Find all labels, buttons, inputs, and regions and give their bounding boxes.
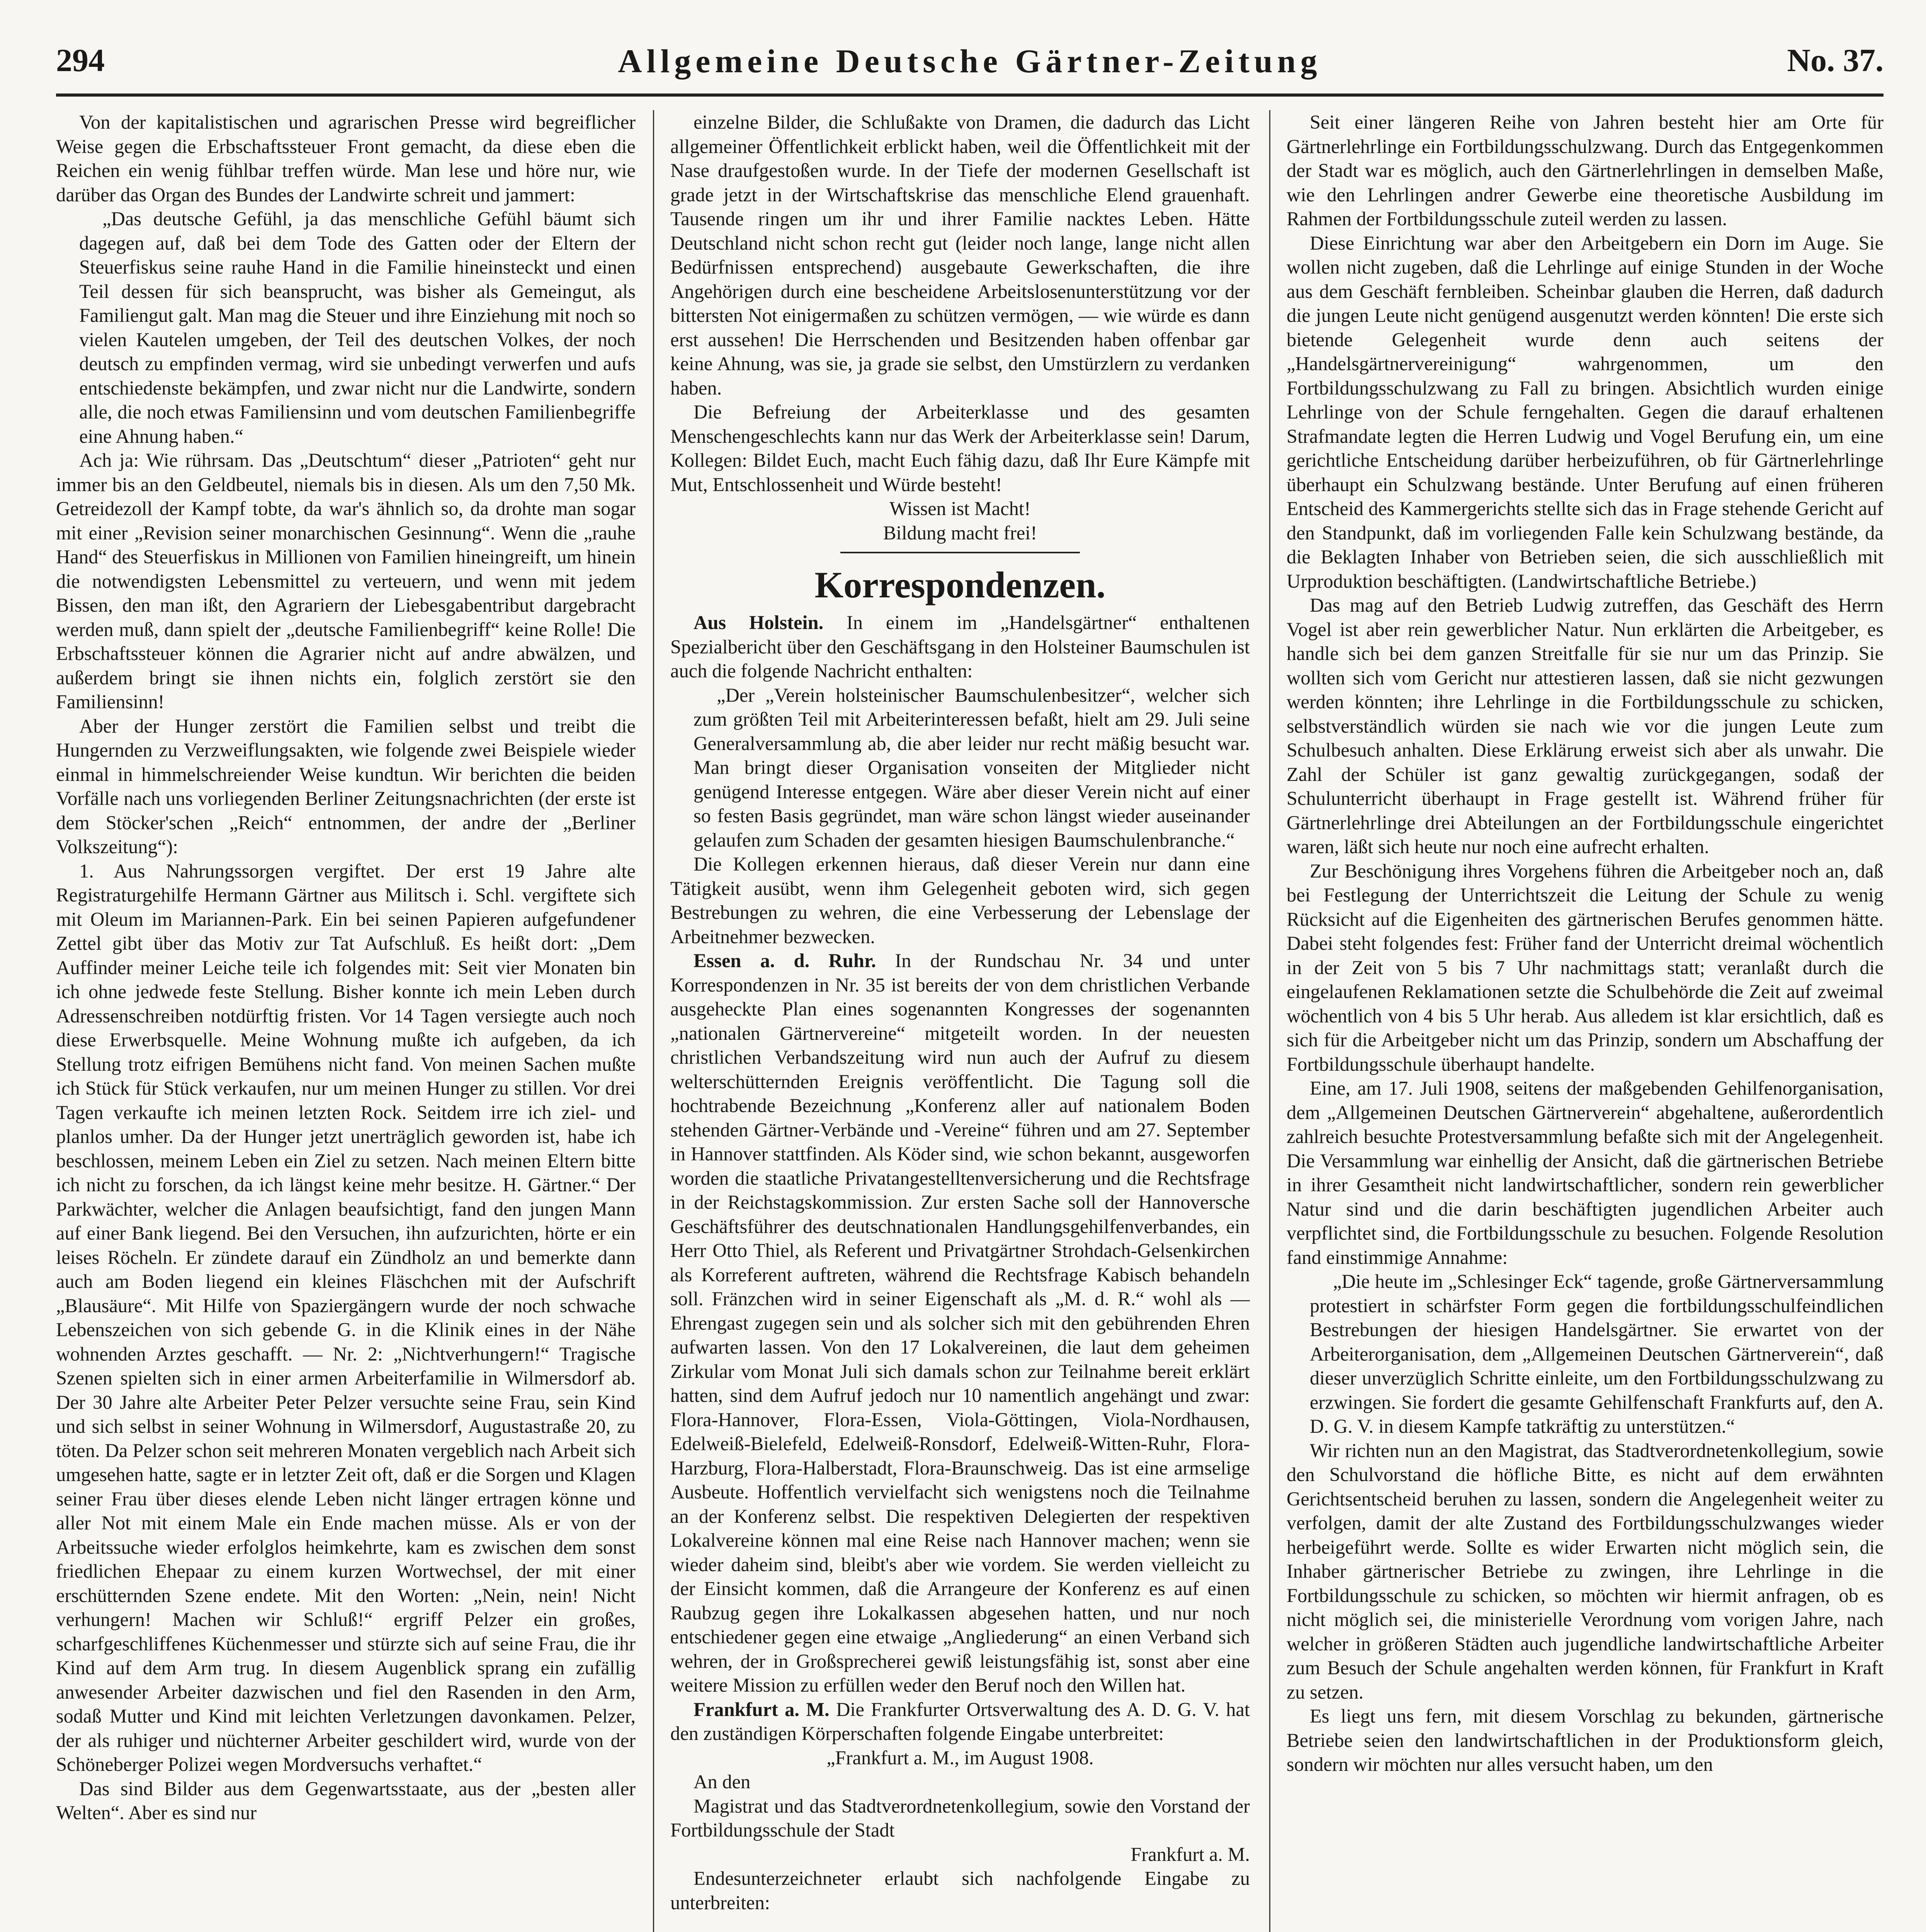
paragraph: Wir richten nun an den Magistrat, das Stadtverordnetenkollegium, sowie den Schulvorstand die höfliche Bitte, es nicht auf dem erwähnten Gerichtsentscheid beruhen zu lassen, sondern die Angelegenheit weiter zu verfolgen, damit der alte Zustand des Fortbildungsschulzwanges wieder herbeigeführt werde. Sollte es wider Erwarten nicht möglich sein, die Inhaber gärtnerischer Betriebe zu zwingen, ihre Lehrlinge in die Fortbildungsschule zu schicken, so möchten wir hiermit anfragen, ob es nicht möglich sei, die ministerielle Verordnung vom vorigen Jahre, nach welcher in größeren Städten auch jugendliche landwirtschaftliche Arbeiter zum Besuch der Schule angehalten werden können, für Frankfurt in Kraft zu setzen. <box>1287 1439 1884 1703</box>
paragraph: Eine, am 17. Juli 1908, seitens der maßgebenden Gehilfenorganisation, dem „Allgemeinen Deutschen Gärtnerverein“ abgehaltene, außerordentlich zahlreich besuchte Protestversammlung befaßte sich mit der Angelegenheit. Die Versammlung war einhellig der Ansicht, daß die gärtnerischen Betriebe in ihrer Gesamtheit nicht landwirtschaftlicher, sondern rein gewerblicher Natur sind und die darin beschäftigten jugendlichen Arbeiter auch verpflichtet sind, die Fortbildungsschule zu besuchen. Folgende Resolution fand einstimmige Annahme: <box>1287 1077 1884 1268</box>
paragraph: Aber der Hunger zerstört die Familien selbst und treibt die Hungernden zu Verzweiflungsakten, wie folgende zwei Beispiele wieder einmal in himmelschreiender Weise kundtun. Wir berichten die beiden Vorfälle nach uns vorliegenden Berliner Zeitungsnachrichten (der erste ist dem Stöcker'schen „Reich“ entnommen, der andre der „Berliner Volkszeitung“): <box>56 715 636 857</box>
paragraph-text: Die Frankfurter Ortsverwaltung des A. D. G. V. hat den zuständigen Körperschaften folgende Eingabe unterbreitet: <box>670 1698 1250 1744</box>
paragraph: Das mag auf den Betrieb Ludwig zutreffen, das Geschäft des Herrn Vogel ist aber rein gewerblicher Natur. Nun erklärten die Arbeitgeber, es handle sich bei dem ganzen Streitfalle für sie nur um das Prinzip. Sie wollten sich vom Gericht nur attestieren lassen, daß sie nicht gezwungen werden könnten; ihre Lehrlinge in die Fortbildungsschule zu schicken, selbstverständlich würden sie nach wie vor die jungen Leute zum Schulbesuch anhalten. Diese Erklärung erweist sich aber als unwahr. Die Zahl der Schüler ist ganz gewaltig zurückgegangen, sodaß der Schulunterricht überhaupt in Frage gestellt ist. Während früher für Gärtnerlehrlinge drei Abteilungen an der Fortbildungsschule eingerichtet waren, läßt sich heute nur noch eine aufrecht erhalten. <box>1287 594 1884 857</box>
paragraph: Seit einer längeren Reihe von Jahren besteht hier am Orte für Gärtnerlehrlinge ein Fortbildungsschulzwang. Durch das Entgegenkommen der Stadt war es möglich, auch den Gärtnerlehrlingen in demselben Maße, wie den Lehrlingen andrer Gewerbe eine theoretische Ausbildung im Rahmen der Fortbildungsschule zuteil werden zu lassen. <box>1287 111 1884 230</box>
paragraph: Von der kapitalistischen und agrarischen Presse wird begreiflicher Weise gegen die Erbschaftssteuer Front gemacht, da diese eben die Reichen ein wenig fühlbar treffen würde. Man lese und höre nur, wie darüber das Organ des Bundes der Landwirte schreit und jammert: <box>56 111 636 206</box>
correspondence-frankfurt <box>670 1697 1250 1746</box>
paragraph: 1. Aus Nahrungssorgen vergiftet. Der erst 19 Jahre alte Registraturgehilfe Hermann Gärtner aus Militsch i. Schl. vergiftete sich mit Oleum im Mariannen-Park. Ein bei seinen Papieren aufgefundener Zettel gibt über das Motiv zur Tat Aufschluß. Es heißt dort: „Dem Auffinder meiner Leiche teile ich folgendes mit: Seit vier Monaten bin ich ohne jedwede feste Stellung. Bisher konnte ich mein Leben durch Adressenschreiben notdürftig fristen. Vor 14 Tagen versiegte auch noch diese Erwerbsquelle. Meine Wohnung mußte ich aufgeben, da ich Stellung trotz eifrigen Bemühens nicht fand. Von meinen Sachen mußte ich Stück für Stück verkaufen, nur um meinen Hunger zu stillen. Vor drei Tagen verkaufte ich meinen letzten Rock. Seitdem irre ich ziel- und planlos umher. Da der Hunger jetzt unerträglich geworden ist, habe ich beschlossen, meinem Leben ein Ziel zu setzen. Nach meinen Eltern bitte ich nicht zu forschen, da ich längst keine mehr besitze. H. Gärtner.“ Der Parkwächter, welcher die Anlagen beaufsichtigt, fand den jungen Mann auf einer Bank liegend. Bei den Versuchen, ihn aufzurichten, hörte er ein leises Röcheln. Er zündete darauf ein Zündholz an und bemerkte dann auch am Boden liegend ein kleines Fläschchen mit der Aufschrift „Blausäure“. Mit Hilfe von Spaziergängern wurde der noch schwache Lebenszeichen von sich gebende G. in die Klinik eines in der Nähe wohnenden Arztes geschafft. — Nr. 2: „Nichtverhungern!“ Tragische Szenen spielten sich in einer armen Arbeiterfamilie in Wilmersdorf ab. Der 30 Jahre alte Arbeiter Peter Pelzer versuchte seine Frau, sein Kind und sich selbst in seiner Wohnung in Wilmersdorf, Augustastraße 20, zu töten. Da Pelzer schon seit mehreren Monaten vergeblich nach Arbeit sich umgesehen hatte, sagte er in letzter Zeit oft, daß er die Sorgen und Klagen seiner Frau über dieses elende Leben nicht länger ertragen könne und aller Not mit einem Male ein Ende machen müsse. Als er von der Arbeitssuche wieder erfolglos heimkehrte, kam es zwischen dem sonst friedlichen Ehepaar zu einem kurzen Wortwechsel, der mit einer erschütternden Szene endete. Mit den Worten: „Nein, nein! Nicht verhungern! Machen wir Schluß!“ ergriff Pelzer ein großes, scharfgeschliffenes Küchenmesser und stürzte sich auf seine Frau, die ihr Kind auf dem Arm trug. In diesem Augenblick sprang ein zufällig anwesender Arbeiter dazwischen und fiel den Rasenden in den Arm, sodaß Mutter und Kind mit leichten Verletzungen davonkamen. Pelzer, der als ruhiger und nüchterner Arbeiter geschildert wird, wurde von der Schöneberger Polizei wegen Mordversuchs verhaftet.“ <box>56 860 636 1775</box>
correspondence-holstein <box>670 611 1250 683</box>
quote-paragraph: „Der „Verein holsteinischer Baumschulenbesitzer“, welcher sich zum größten Teil mit Arbeiterinteressen befaßt, hielt am 29. Juli seine Generalversammlung ab, die aber leider nur recht mäßig besucht war. Man bringt dieser Organisation vonseiten der Mitglieder nicht genügend Interesse entgegen. Wäre aber dieser Verein nicht auf einer so festen Basis gegründet, man wäre schon längst wieder auseinander gelaufen zum Schaden der gesamten hiesigen Baumschulenbranche.“ <box>694 684 1250 851</box>
paragraph: Das sind Bilder aus dem Gegenwartsstaate, aus der „besten aller Welten“. Aber es sind nur <box>56 1777 636 1823</box>
paragraph: Die Befreiung der Arbeiterklasse und des gesamten Menschengeschlechts kann nur das Werk der Arbeiterklasse sein! Darum, Kollegen: Bildet Euch, macht Euch fähig dazu, daß Ihr Eure Kämpfe mit Mut, Entschlossenheit und Würde besteht! <box>670 401 1250 495</box>
paragraph: Ach ja: Wie rührsam. Das „Deutschtum“ dieser „Patrioten“ geht nur immer bis an den Geldbeutel, niemals bis in diesen. Als um den 7,50 Mk. Getreidezoll der Kampf tobte, da war's ähnlich so, da drohte man sogar mit einer „Revision seiner monarchischen Gesinnung“. Wenn die „rauhe Hand“ des Steuerfiskus in Millionen von Familien hineingreift, um hinein die notwendigsten Lebensmittel zu verteuern, und wenn mit jedem Bissen, den man ißt, den Agrariern der Liebesgabentribut dargebracht werden muß, dann spielt der „deutsche Familienbegriff“ keine Rolle! Die Erbschaftssteuer können die Agrarier nicht auf andre abwälzen, und außerdem bringt sie ihnen nichts ein, folglich zerstört sie den Familiensinn! <box>56 449 636 713</box>
issue-number: No. 37. <box>1787 43 1884 78</box>
quote-paragraph: „Das deutsche Gefühl, ja das menschliche Gefühl bäumt sich dagegen auf, daß bei dem Tode des Gatten oder der Eltern der Steuerfiskus seine rauhe Hand in die Familie hineinsteckt und einen Teil dessen für sich beansprucht, was bisher als Gemeingut, als Familiengut galt. Man mag die Steuer und ihre Einziehung mit noch so vielen Kautelen umgeben, der Teil des deutschen Volkes, der noch deutsch zu empfinden vermag, wird sie unbedingt verwerfen und aufs entschiedenste bekämpfen, und zwar nicht nur die Landwirte, sondern alle, die noch etwas Familiensinn und vom deutschen Familienbegriffe eine Ahnung haben.“ <box>79 208 636 447</box>
paragraph-text: In einem im „Handelsgärtner“ enthaltenen Spezialbericht über den Geschäftsgang in den Holsteiner Baumschulen ist auch die folgende Nachricht enthalten: <box>670 612 1250 682</box>
section-heading: Korrespondenzen. <box>814 564 1106 605</box>
newspaper-title: Allgemeine Deutsche Gärtner-Zeitung <box>618 43 1322 80</box>
section-rule <box>840 552 1080 553</box>
paragraph: Es liegt uns fern, mit diesem Vorschlag zu bekunden, gärtnerische Betriebe seien den landwirtschaftlichen in der Produktionsform gleich, sondern wir möchten nur alles versucht haben, um den <box>1287 1705 1884 1775</box>
letter-salutation: An den <box>694 1771 751 1793</box>
paragraph: Diese Einrichtung war aber den Arbeitgebern ein Dorn im Auge. Sie wollen nicht zugeben, daß die Lehrlinge auf einige Stunden in der Woche aus dem Geschäft fernbleiben. Scheinbar glauben die Herren, daß dadurch die jungen Leute nicht genügend ausgenutzt werden könnten! Die erste sich bietende Gelegenheit wurde denn auch seitens der „Handelsgärtnervereinigung“ wahrgenommen, um den Fortbildungsschulzwang zu Fall zu bringen. Absichtlich wurden einige Lehrlinge von der Schule ferngehalten. Gegen die darauf erhaltenen Strafmandate legten die Herren Ludwig und Vogel Berufung ein, um eine gerichtliche Entscheidung darüber herbeizuführen, ob für Gärtnerlehrlinge überhaupt ein Schulzwang bestände. Unter Berufung auf einen früheren Entscheid des Kammergerichts stellte sich das in Frage stehende Gericht auf den Standpunkt, daß im vorliegenden Falle kein Schulzwang bestände, da die Beklagten Inhaber von Betrieben seien, die sich ausschließlich mit Urproduktion beschäftigten. (Landwirtschaftliche Betriebe.) <box>1287 232 1884 592</box>
column-3 <box>1287 110 1884 1932</box>
correspondence-essen <box>670 949 1250 1697</box>
paragraph: Zur Beschönigung ihres Vorgehens führen die Arbeitgeber noch an, daß bei Festlegung der Unterrichtszeit die Leitung der Schule zu wenig Rücksicht auf die Eigenheiten des gärtnerischen Berufes genommen hätte. Dabei steht folgendes fest: Früher fand der Unterricht dreimal wöchentlich in der Zeit von 5 bis 7 Uhr nachmittags statt; veranlaßt durch die eingelaufenen Reklamationen setzte die Schulbehörde die Zeit auf zweimal wöchentlich von 4 bis 5 Uhr herab. Aus alledem ist klar ersichtlich, daß es sich für die Arbeitgeber nicht um das Prinzip, sondern um Abschaffung der Fortbildungsschule überhaupt handelte. <box>1287 860 1884 1075</box>
column-2 <box>670 110 1250 1932</box>
letter-address: Magistrat und das Stadtverordnetenkollegium, sowie den Vorstand der Fortbildungsschule der Stadt <box>670 1795 1250 1841</box>
place-name: Aus Holstein. <box>694 612 824 633</box>
paragraph: einzelne Bilder, die Schlußakte von Dramen, die dadurch das Licht allgemeiner Öffentlichkeit erblickt haben, weil die Öffentlichkeit mit der Nase draufgestoßen wurde. In der Tiefe der modernen Gesellschaft ist grade jetzt in der Wirtschaftskrise das menschliche Elend grauenhaft. Tausende ringen um ihr und ihrer Familie nacktes Leben. Hätte Deutschland nicht schon recht gut (leider noch lange, lange nicht allen Bedürfnissen entsprechend) ausgebaute Gewerkschaften, die ihre Angehörigen durch eine bescheidene Arbeitslosenunterstützung vor der bittersten Not einigermaßen zu schützen vermögen, — wie würde es dann erst aussehen! Die Herrschenden und Besitzenden haben offenbar gar keine Ahnung, was sie, ja grade sie selbst, den Umstürzlern zu verdanken haben. <box>670 111 1250 399</box>
quote-paragraph: „Die heute im „Schlesinger Eck“ tagende, große Gärtnerversammlung protestiert in schärfster Form gegen die fortbildungsschulfeindlichen Bestrebungen der hiesigen Handelsgärtner. Sie erwartet von der Arbeiterorganisation, dem „Allgemeinen Deutschen Gärtnerverein“, daß dieser unverzüglich Schritte einleite, um den Fortbildungsschulzwang zu erzwingen. Sie fordert die gesamte Gehilfenschaft Frankfurts auf, den A. D. G. V. in diesem Kampfe tatkräftig zu unterstützen.“ <box>1310 1270 1884 1437</box>
paragraph: Endesunterzeichneter erlaubt sich nachfolgende Eingabe zu unterbreiten: <box>670 1867 1250 1913</box>
motto-line: Bildung macht frei! <box>883 522 1037 544</box>
letter-city: Frankfurt a. M. <box>1130 1843 1250 1865</box>
letter-date: „Frankfurt a. M., im August 1908. <box>826 1747 1094 1769</box>
paragraph: Die Kollegen erkennen hieraus, daß dieser Verein nur dann eine Tätigkeit ausübt, wenn ihm Gelegenheit geboten wird, sich gegen Bestrebungen zu wehren, die eine Verbesserung der Lebenslage der Arbeitnehmer bezwecken. <box>670 853 1250 947</box>
page-number: 294 <box>56 43 105 78</box>
column-1 <box>56 110 636 1932</box>
page-header <box>56 42 1884 100</box>
motto-line: Wissen ist Macht! <box>889 498 1031 519</box>
place-name: Essen a. d. Ruhr. <box>694 950 876 971</box>
column-divider <box>1269 110 1270 1932</box>
header-rule <box>56 94 1884 97</box>
paragraph-text: In der Rundschau Nr. 34 und unter Korrespondenzen in Nr. 35 ist bereits der von dem christlichen Verbande ausgeheckte Plan eines sogenannten Kongresses der sogenannten „nationalen Gärtnervereine“ mitgeteilt worden. In der neuesten christlichen Verbandszeitung wird nun auch der Aufruf zu diesem welterschütternden Ereignis veröffentlicht. Die Tagung soll die hochtrabende Bezeichnung „Konferenz aller auf nationalem Boden stehenden Gärtner-Verbände und -Vereine“ führen und am 27. September in Hannover stattfinden. Als Köder sind, wie schon bekannt, ausgeworfen worden die staatliche Privatangestelltenversicherung und die Rechtsfrage in der Reichstagskommission. Zur ersten Sache soll der Hannoversche Geschäftsführer des deutschnationalen Handlungsgehilfenverbandes, ein Herr Otto Thiel, als Referent und Privatgärtner Strohdach-Gelsenkirchen als Korreferent auftreten, während die Rechtsfrage Kabisch behandeln soll. Fränzchen wird in seiner Eigenschaft als „M. d. R.“ wohl als — Ehrengast zugegen sein und als solcher sich mit den gebührenden Ehren aufwarten lassen. Von den 17 Lokalvereinen, die laut dem geheimen Zirkular vom Monat Juli sich damals schon zur Teilnahme bereit erklärt hatten, sind dem Aufruf jedoch nur 10 namentlich angehängt und zwar: Flora-Hannover, Flora-Essen, Viola-Göttingen, Viola-Nordhausen, Edelweiß-Bielefeld, Edelweiß-Ronsdorf, Edelweiß-Witten-Ruhr, Flora-Harzburg, Flora-Halberstadt, Flora-Braunschweig. Das ist eine armselige Ausbeute. Hoffentlich vervielfacht sich wenigstens noch die Teilnahme an der Konferenz selbst. Die respektiven Delegierten der respektiven Lokalvereine können mal eine Reise nach Hannover machen; wenn sie wieder daheim sind, bleibt's aber wie vordem. Sie werden vielleicht zu der Einsicht kommen, daß die Arrangeure der Konferenz es auf einen Raubzug gegen ihre Lokalkassen abgesehen hatten, und nur noch entschiedener gegen eine etwaige „Angliederung“ an einen Verband sich wehren, der in Großsprecherei gewiß leistungsfähig ist, sonst aber eine weitere Mission zu erfüllen weder den Beruf noch den Willen hat. <box>670 950 1250 1696</box>
column-divider <box>653 110 654 1932</box>
place-name: Frankfurt a. M. <box>694 1698 830 1720</box>
